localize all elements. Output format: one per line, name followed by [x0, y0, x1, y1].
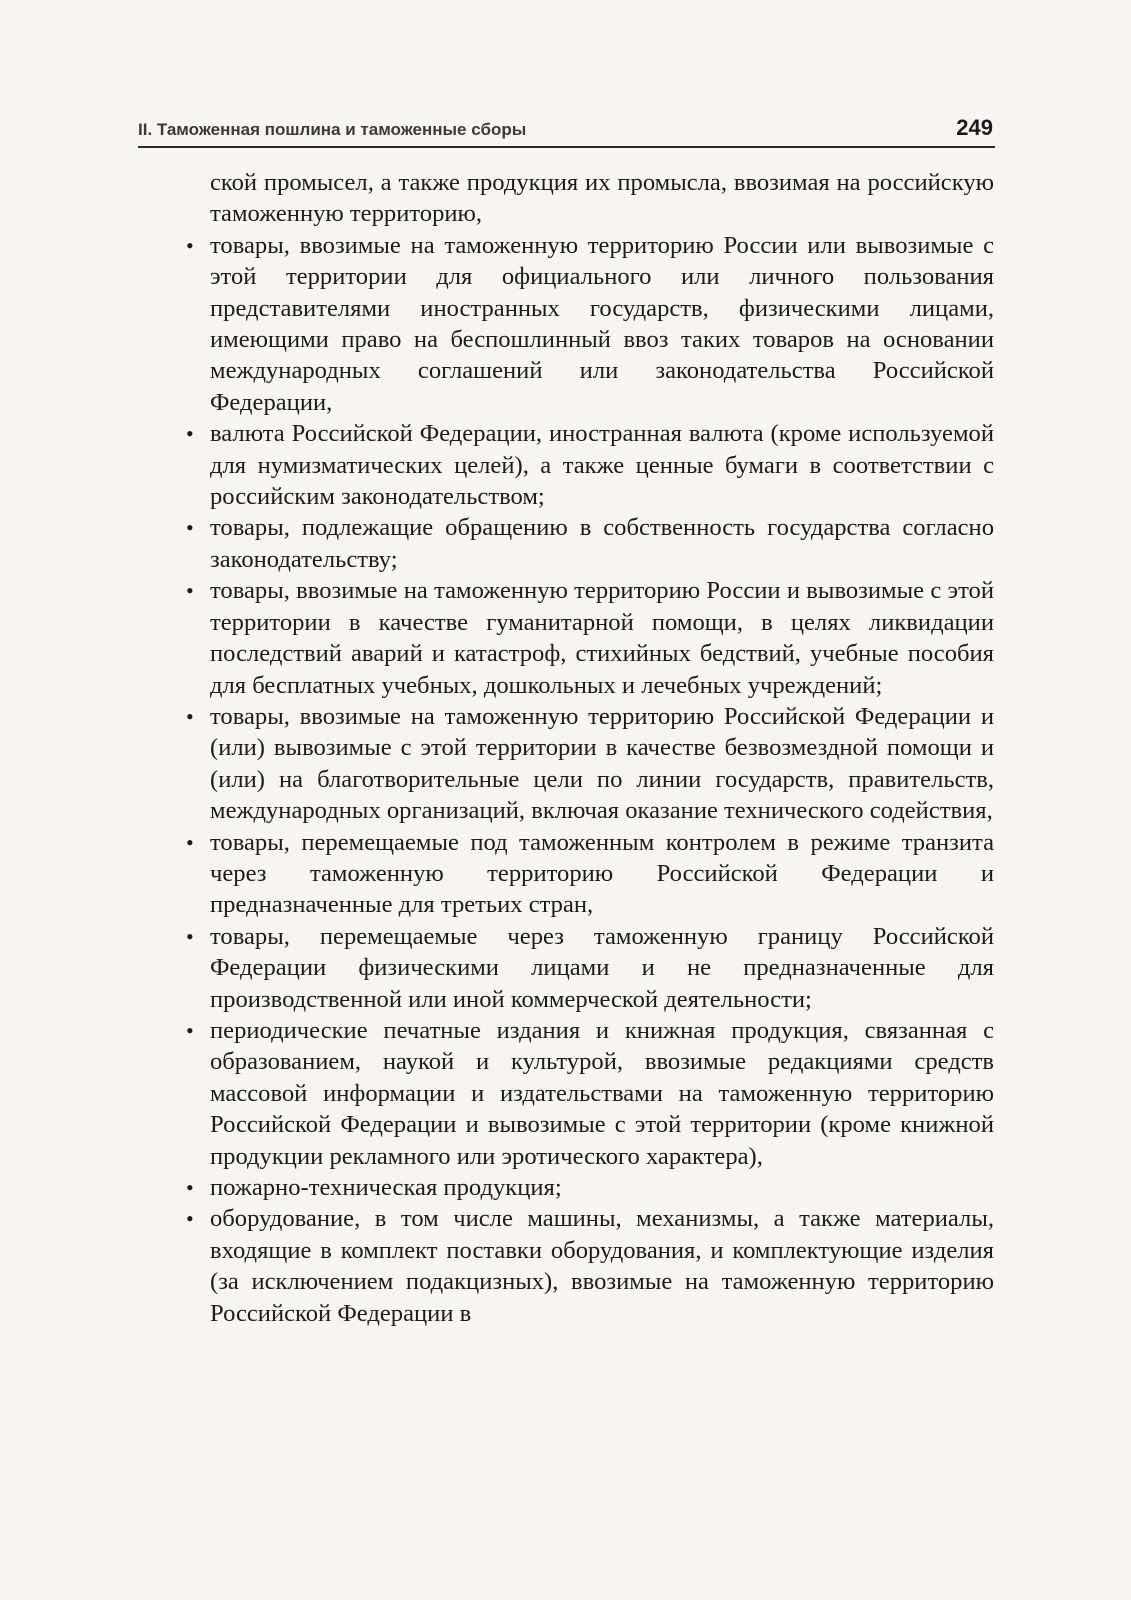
list-item-text: товары, подлежащие обращению в собственность государства согласно законодательству;: [210, 514, 994, 573]
bullet-icon: •: [186, 1017, 194, 1043]
list-item-text: товары, ввозимые на таможенную территорию России или вывозимые с этой территории для официального или личного пользования представителями иностранных государств, физическими лицами, имеющими право на беспошлинный ввоз таких товаров на основании международных соглашений или законодательства Российской Федерации,: [210, 231, 994, 416]
list-item-text: оборудование, в том числе машины, механизмы, а также материалы, входящие в комплект поставки оборудования, и комплектующие изделия (за исключением подакцизных), ввозимые на таможенную территорию Российской Федерации в: [210, 1205, 994, 1327]
list-item: [186, 1203, 994, 1329]
page-body: [186, 167, 994, 1329]
continuation-paragraph: ской промысел, а также продукция их промысла, ввозимая на российскую таможенную территорию,: [210, 169, 994, 228]
bullet-icon: •: [186, 703, 194, 729]
bullet-icon: •: [186, 515, 194, 541]
list-item: [186, 827, 994, 921]
list-item: [186, 701, 994, 827]
page-number: 249: [956, 115, 993, 140]
list-item-text: товары, ввозимые на таможенную территорию Российской Федерации и (или) вывозимые с этой территории в качестве безвозмездной помощи и (или) на благотворительные цели по линии государств, правительств, международных организаций, включая оказание технического содействия,: [210, 702, 994, 825]
list-item: [186, 575, 994, 701]
list-item: [186, 418, 994, 512]
list-item: [186, 921, 994, 1015]
bullet-icon: •: [186, 578, 194, 604]
running-header: [138, 114, 995, 148]
list-item-text: товары, ввозимые на таможенную территорию России и вывозимые с этой территории в качестве гуманитарной помощи, в целях ликвидации последствий аварий и катастроф, стихийных бедствий, учебные пособия для бесплатных учебных, дошкольных и лечебных учреждений;: [210, 577, 994, 699]
bullet-icon: •: [186, 1206, 194, 1232]
list-item-text: товары, перемещаемые под таможенным контролем в режиме транзита через таможенную территорию Российской Федерации и предназначенные для третьих стран,: [210, 828, 994, 919]
bullet-icon: •: [186, 232, 194, 258]
exemption-list: [186, 230, 994, 1329]
chapter-title: II. Таможенная пошлина и таможенные сборы: [138, 120, 527, 139]
bullet-icon: •: [186, 1175, 194, 1200]
bullet-icon: •: [186, 421, 194, 447]
list-item: [186, 1172, 994, 1203]
bullet-icon: •: [186, 829, 194, 855]
list-item: [186, 512, 994, 575]
list-item-text: валюта Российской Федерации, иностранная валюта (кроме используемой для нумизматических целей), а также ценные бумаги в соответствии с российским законодательством;: [210, 420, 994, 511]
list-item-text: товары, перемещаемые через таможенную границу Российской Федерации физическими лицами и не предназначенные для производственной или иной коммерческой деятельности;: [210, 922, 994, 1013]
list-item-text: пожарно-техническая продукция;: [210, 1174, 562, 1201]
list-item-text: периодические печатные издания и книжная продукция, связанная с образованием, наукой и культурой, ввозимые редакциями средств массовой информации и издательствами на таможенную территорию Российской Федерации и вывозимые с этой территории (кроме книжной продукции рекламного или эротического характера),: [210, 1016, 994, 1170]
list-item: [186, 230, 994, 418]
list-item: [186, 1015, 994, 1172]
bullet-icon: •: [186, 923, 194, 949]
